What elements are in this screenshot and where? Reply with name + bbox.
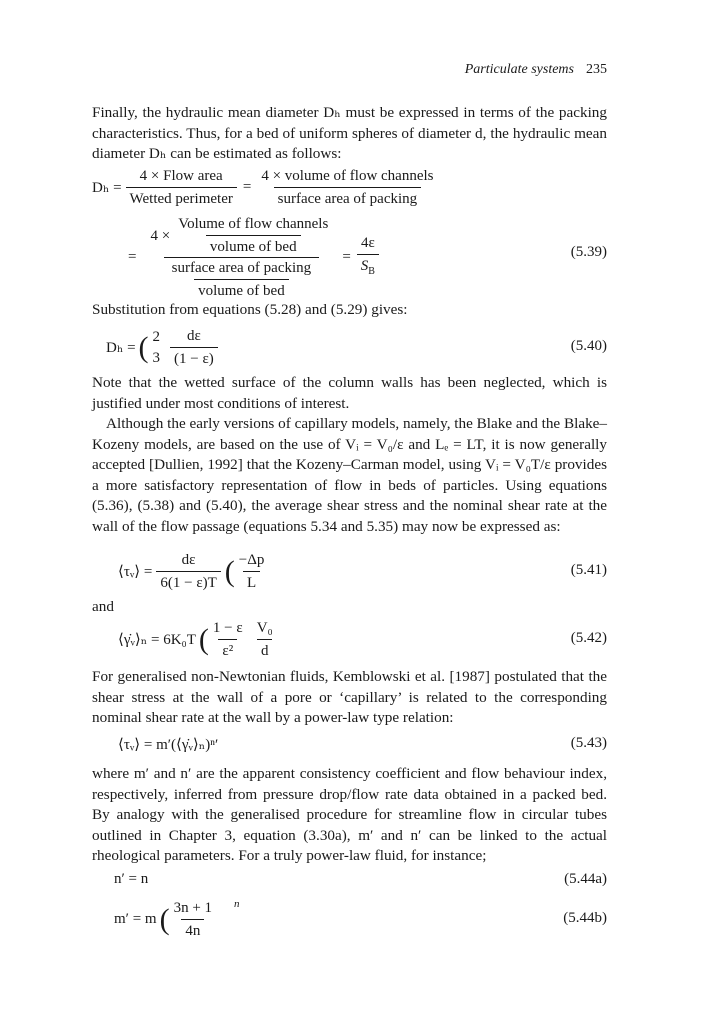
running-title: Particulate systems — [464, 62, 574, 77]
paragraph-hydraulic-diameter: Finally, the hydraulic mean diameter Dₕ must be expressed in terms of the packing characteristics. Thus, for a bed of uniform spheres of diameter d, the hydraulic mean diameter Dₕ can be estimated as follows: — [92, 104, 607, 163]
paragraph-apparent-coefficients: where m′ and n′ are the apparent consistency coefficient and flow behaviour index, respectively, inferred from pressure drop/flow rate data obtained in a packed bed. By analogy with the generalised procedure for streamline flow in circular tubes outlined in Chapter 3, equation (3.30a), m′ and n′ can be linked to the actual rheological parameters. For a truly power-law fluid, for instance; — [92, 765, 607, 865]
page-number: 235 — [586, 62, 607, 77]
eq539-term2: $\frac{\text{4 × volume of flow channels}}{\text{surface area of packing}}$ — [261, 168, 434, 207]
equation-5-44b: m′ = m ( $\frac{3n + 1}{4n}$ $^n$ (5.44b) — [114, 898, 607, 939]
equation-number: (5.43) — [570, 735, 607, 751]
equation-5-43: ⟨τᵥ⟩ = m′(⟨γ̇ᵥ⟩ₙ)ⁿ′ (5.43) — [118, 735, 607, 753]
paragraph-capillary-models: Although the early versions of capillary models, namely, the Blake and the Blake–Kozeny models, are based on the use of Vᵢ = V₀/ε and Lₑ = LT, it is now generally accepted [Dullien, 1992] that the Kozeny–Carman model, using Vᵢ = V₀T/ε provides a more satisfactory representation of flow in beds of particles. Using equations (5.36), (5.38) and (5.40), the average shear stress and the nominal shear rate at the wall of the flow passage (equations 5.34 and 5.35) may now be expressed as: — [92, 415, 607, 535]
equation-5-42: ⟨γ̇ᵥ⟩ₙ = 6K₀T ( $\frac{1 - \varepsilon}{\text{ε²}}$ $\frac{\text{V₀}}{d}$ (5.42) — [118, 620, 607, 659]
eq539-term3: 4 × $\frac{\text{Volume of flow channels}}{\text{volume of bed}}$ $\frac{\text{surface area of packing}}{\text{volume of bed}}$ — [150, 216, 329, 299]
eq539-term1: $\frac{\text{4 × Flow area}}{\text{Wetted perimeter}}$ — [126, 166, 237, 209]
equation-5-41: ⟨τᵥ⟩ = $\frac{d\varepsilon}{6(1 - \varepsilon)T}$ ( $\frac{-\Delta p}{L}$ (5.41) — [118, 552, 607, 591]
equation-5-40: Dₕ = ( 2 3 $\frac{d\varepsilon}{(1 - \varepsilon)}$ (5.40) — [106, 328, 607, 367]
equation-5-44a: n′ = n (5.44a) — [114, 871, 607, 887]
paragraph-substitution: Substitution from equations (5.28) and (5.29) gives: — [92, 301, 408, 318]
equation-number: (5.42) — [570, 630, 607, 646]
paragraph-wetted-surface: Note that the wetted surface of the column walls has been neglected, which is justified under most conditions of interest. — [92, 374, 607, 412]
running-header — [465, 62, 607, 78]
equation-number: (5.44a) — [564, 871, 607, 887]
eq539-term4: $\frac{4\varepsilon}{S_B}$ — [357, 233, 379, 282]
connector-and: and — [92, 598, 114, 615]
eq539-lhs: Dₕ = — [92, 180, 122, 196]
equation-5-39: Dₕ = $\frac{\text{4 × Flow area}}{\text{Wetted perimeter}}$ = $\frac{\text{4 × volume of flow channels}}{\text{surface area of packing}}$ = 4 × $\frac{\text{Volume of flow channels}}{\text{volume of bed}}$ $\frac{\text{surface area of packing}}{\text{volume of bed}}$ = $\frac{4\varepsilon}{S_B}$ (5.39) — [92, 168, 607, 299]
equation-number: (5.39) — [570, 244, 607, 260]
equation-number: (5.44b) — [563, 910, 607, 926]
equation-number: (5.40) — [570, 338, 607, 354]
equation-number: (5.41) — [570, 562, 607, 578]
paragraph-kemblowski: For generalised non-Newtonian fluids, Kemblowski et al. [1987] postulated that the shear stress at the wall of a pore or ‘capillary’ is related to the corresponding nominal shear rate at the wall by a power-law type relation: — [92, 668, 607, 727]
